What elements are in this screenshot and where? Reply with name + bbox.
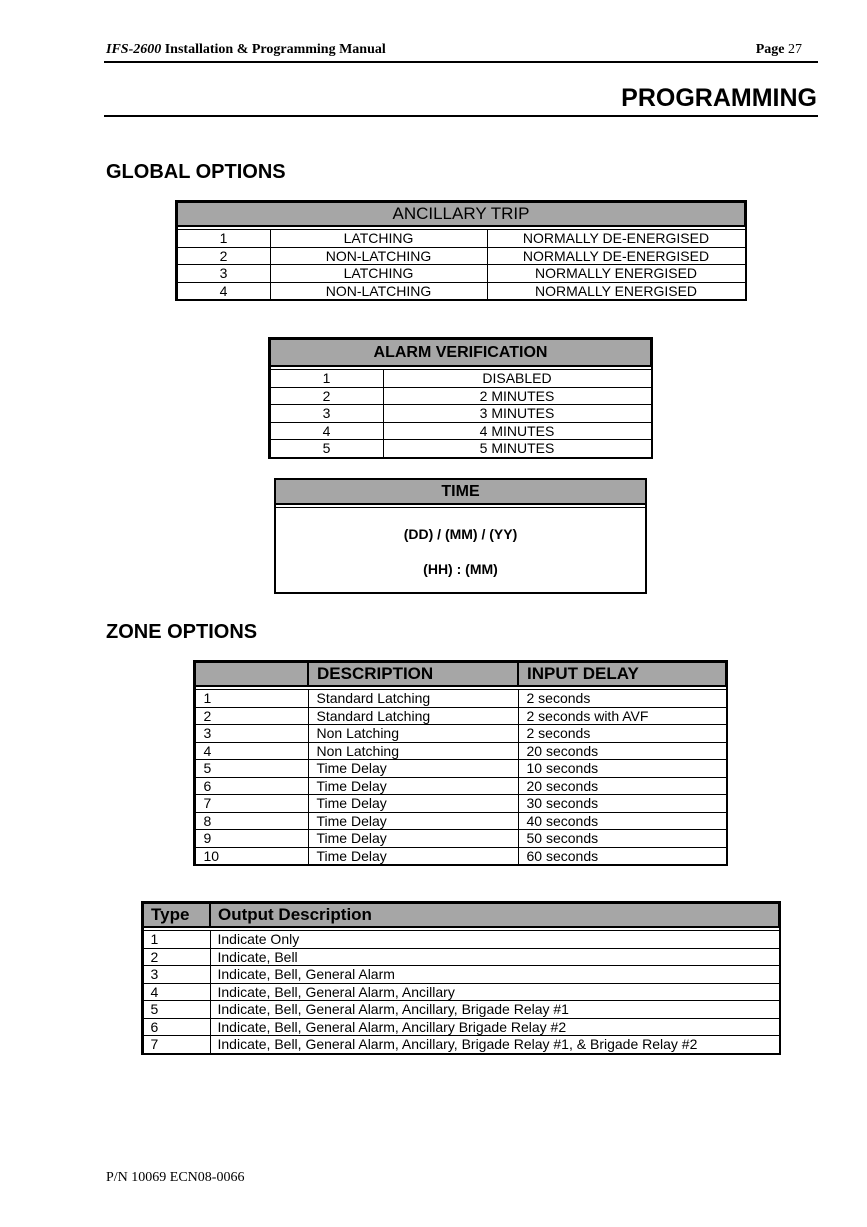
zone-row-cell: 60 seconds bbox=[518, 847, 726, 865]
ancillary-trip-row-cell: NORMALLY ENERGISED bbox=[487, 282, 745, 300]
page-header bbox=[104, 42, 818, 63]
ancillary-trip-row-cell: NON-LATCHING bbox=[270, 282, 487, 300]
ancillary-trip-row bbox=[177, 265, 745, 283]
page-number: 27 bbox=[788, 42, 802, 57]
zone-row-cell: Time Delay bbox=[308, 777, 518, 795]
zone-row-cell: 9 bbox=[195, 830, 308, 848]
zone-row bbox=[195, 725, 726, 743]
zone-row-cell: 40 seconds bbox=[518, 812, 726, 830]
output-row-cell: Indicate Only bbox=[210, 931, 779, 949]
zone-row-cell: Standard Latching bbox=[308, 707, 518, 725]
ancillary-trip-row-cell: NORMALLY ENERGISED bbox=[487, 265, 745, 283]
zone-row-cell: 30 seconds bbox=[518, 795, 726, 813]
alarm-verification-row-cell: 2 bbox=[270, 387, 383, 405]
zone-row-cell: 8 bbox=[195, 812, 308, 830]
alarm-verification-row-cell: 4 MINUTES bbox=[383, 422, 651, 440]
zone-row bbox=[195, 847, 726, 865]
ancillary-trip-title: ANCILLARY TRIP bbox=[177, 202, 745, 226]
ancillary-trip-row-cell: 2 bbox=[177, 247, 270, 265]
alarm-verification-row-cell: 5 bbox=[270, 440, 383, 458]
zone-row-cell: 20 seconds bbox=[518, 777, 726, 795]
page-label: Page bbox=[755, 42, 785, 57]
time-box bbox=[274, 478, 647, 594]
output-row-cell: Indicate, Bell bbox=[210, 948, 779, 966]
zone-row bbox=[195, 812, 726, 830]
output-row-cell: Indicate, Bell, General Alarm, Ancillary, Brigade Relay #1 bbox=[210, 1001, 779, 1019]
zone-options-table bbox=[194, 661, 727, 865]
global-options-heading: GLOBAL OPTIONS bbox=[106, 161, 286, 183]
zone-row bbox=[195, 777, 726, 795]
alarm-verification-row-cell: 1 bbox=[270, 370, 383, 388]
alarm-verification-row-cell: DISABLED bbox=[383, 370, 651, 388]
output-row-cell: Indicate, Bell, General Alarm, Ancillary, Brigade Relay #1, & Brigade Relay #2 bbox=[210, 1036, 779, 1054]
zone-row-cell: 2 seconds bbox=[518, 725, 726, 743]
output-row-cell: 4 bbox=[143, 983, 210, 1001]
manual-suffix: Installation & Programming Manual bbox=[161, 42, 386, 57]
zone-row-cell: 50 seconds bbox=[518, 830, 726, 848]
output-row bbox=[143, 983, 779, 1001]
output-type-table bbox=[142, 902, 780, 1054]
zone-row-cell: 2 seconds with AVF bbox=[518, 707, 726, 725]
output-row bbox=[143, 1001, 779, 1019]
output-row bbox=[143, 1018, 779, 1036]
section-rule bbox=[104, 115, 818, 117]
zone-row bbox=[195, 742, 726, 760]
output-row bbox=[143, 931, 779, 949]
time-format: (HH) : (MM) bbox=[423, 561, 498, 577]
manual-title bbox=[106, 42, 386, 58]
zone-row-cell: Time Delay bbox=[308, 812, 518, 830]
output-row-cell: Indicate, Bell, General Alarm bbox=[210, 966, 779, 984]
alarm-verification-row bbox=[270, 405, 651, 423]
output-row-cell: 3 bbox=[143, 966, 210, 984]
zone-row-cell: 2 bbox=[195, 707, 308, 725]
output-col-type: Type bbox=[143, 903, 210, 927]
ancillary-trip-row-cell: 4 bbox=[177, 282, 270, 300]
ancillary-trip-row-cell: NORMALLY DE-ENERGISED bbox=[487, 247, 745, 265]
date-format: (DD) / (MM) / (YY) bbox=[403, 526, 518, 542]
zone-col-number bbox=[195, 662, 308, 686]
ancillary-trip-row-cell: NON-LATCHING bbox=[270, 247, 487, 265]
zone-row-cell: 2 seconds bbox=[518, 690, 726, 708]
ancillary-trip-row bbox=[177, 230, 745, 248]
alarm-verification-row bbox=[270, 422, 651, 440]
section-title: PROGRAMMING bbox=[621, 84, 817, 112]
ancillary-trip-row-cell: LATCHING bbox=[270, 265, 487, 283]
zone-row bbox=[195, 760, 726, 778]
ancillary-trip-row-cell: LATCHING bbox=[270, 230, 487, 248]
alarm-verification-row-cell: 2 MINUTES bbox=[383, 387, 651, 405]
zone-row-cell: Non Latching bbox=[308, 725, 518, 743]
zone-row-cell: 7 bbox=[195, 795, 308, 813]
ancillary-trip-row-cell: 1 bbox=[177, 230, 270, 248]
zone-row-cell: Time Delay bbox=[308, 847, 518, 865]
zone-col-description: DESCRIPTION bbox=[308, 662, 518, 686]
ancillary-trip-row-cell: NORMALLY DE-ENERGISED bbox=[487, 230, 745, 248]
zone-row-cell: 4 bbox=[195, 742, 308, 760]
output-row bbox=[143, 948, 779, 966]
zone-col-input-delay: INPUT DELAY bbox=[518, 662, 726, 686]
zone-row bbox=[195, 707, 726, 725]
zone-row-cell: 3 bbox=[195, 725, 308, 743]
output-row bbox=[143, 966, 779, 984]
output-row-cell: 1 bbox=[143, 931, 210, 949]
zone-row-cell: 5 bbox=[195, 760, 308, 778]
zone-row bbox=[195, 795, 726, 813]
alarm-verification-row-cell: 3 MINUTES bbox=[383, 405, 651, 423]
zone-row bbox=[195, 690, 726, 708]
time-title: TIME bbox=[276, 480, 645, 505]
output-row bbox=[143, 1036, 779, 1054]
zone-row-cell: 10 bbox=[195, 847, 308, 865]
zone-row-cell: 10 seconds bbox=[518, 760, 726, 778]
zone-row-cell: Time Delay bbox=[308, 830, 518, 848]
zone-row-cell: 6 bbox=[195, 777, 308, 795]
output-row-cell: 5 bbox=[143, 1001, 210, 1019]
alarm-verification-row-cell: 4 bbox=[270, 422, 383, 440]
output-row-cell: 7 bbox=[143, 1036, 210, 1054]
output-row-cell: Indicate, Bell, General Alarm, Ancillary bbox=[210, 983, 779, 1001]
alarm-verification-title: ALARM VERIFICATION bbox=[270, 339, 651, 366]
zone-row-cell: 20 seconds bbox=[518, 742, 726, 760]
alarm-verification-row bbox=[270, 440, 651, 458]
ancillary-trip-row-cell: 3 bbox=[177, 265, 270, 283]
alarm-verification-row bbox=[270, 370, 651, 388]
output-col-description: Output Description bbox=[210, 903, 779, 927]
zone-row-cell: Time Delay bbox=[308, 760, 518, 778]
alarm-verification-row bbox=[270, 387, 651, 405]
output-row-cell: 6 bbox=[143, 1018, 210, 1036]
zone-row-cell: Non Latching bbox=[308, 742, 518, 760]
zone-row-cell: Time Delay bbox=[308, 795, 518, 813]
zone-row bbox=[195, 830, 726, 848]
zone-row-cell: Standard Latching bbox=[308, 690, 518, 708]
alarm-verification-table bbox=[269, 338, 652, 458]
ancillary-trip-row bbox=[177, 247, 745, 265]
ancillary-trip-row bbox=[177, 282, 745, 300]
zone-row-cell: 1 bbox=[195, 690, 308, 708]
manual-name: IFS-2600 bbox=[106, 42, 162, 57]
alarm-verification-row-cell: 3 bbox=[270, 405, 383, 423]
output-row-cell: 2 bbox=[143, 948, 210, 966]
alarm-verification-row-cell: 5 MINUTES bbox=[383, 440, 651, 458]
zone-options-heading: ZONE OPTIONS bbox=[106, 621, 258, 643]
ancillary-trip-table bbox=[176, 201, 746, 300]
footer-part-number: P/N 10069 ECN08-0066 bbox=[106, 1170, 245, 1185]
output-row-cell: Indicate, Bell, General Alarm, Ancillary Brigade Relay #2 bbox=[210, 1018, 779, 1036]
page-indicator bbox=[756, 42, 802, 58]
